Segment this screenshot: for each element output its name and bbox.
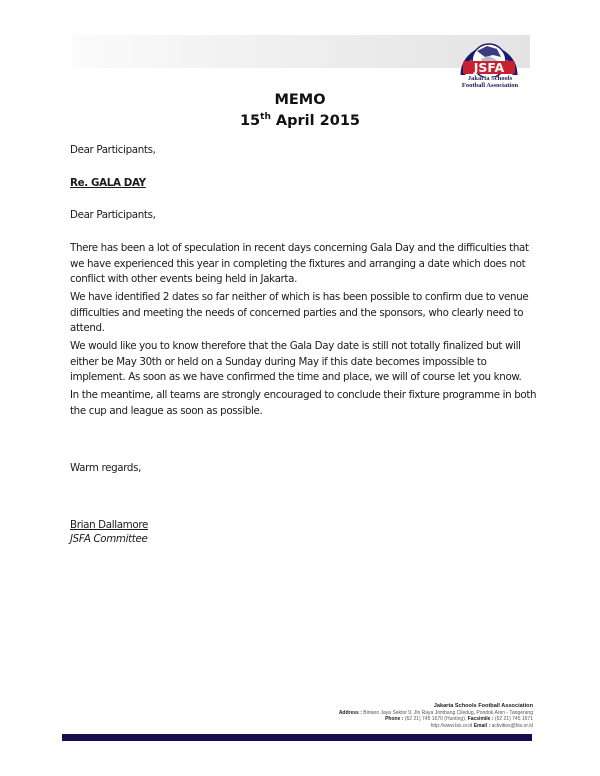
footer-address-value: Bintaro Jaya Sektor 9, Jln Raya Jombang Ciledug, Pondok Aren - Tangerang — [361, 709, 533, 716]
footer-contact — [339, 703, 533, 729]
logo-caption-line2: Football Association — [461, 82, 519, 89]
paragraph-2: We have identified 2 dates so far neither of which is has been possible to confirm due to venue difficulties and meeting the needs of concerned parties and the sponsors, who clearly need to attend. — [70, 291, 529, 334]
footer-email-label: Email : — [473, 722, 491, 729]
paragraph-3: We would like you to know therefore that the Gala Day date is still not totally finalized but will either be May 30th or held on a Sunday during May if this date becomes impossible to implement. As soon as we have confirmed the time and place, we will of course let you know. — [70, 340, 522, 383]
footer-web-email — [339, 723, 533, 730]
signatory-name: Brian Dallamore — [70, 519, 148, 531]
paragraph-1: There has been a lot of speculation in recent days concerning Gala Day and the difficulties that we have experienced this year in completing the fixtures and arranging a date which does not conflict with other events being held in Jakarta. — [70, 242, 529, 285]
footer-org-name: Jakarta Schools Football Association — [433, 703, 533, 709]
memo-date — [0, 113, 600, 129]
subject-line: Re. GALA DAY — [70, 177, 146, 189]
footer-fax-value: (62 21) 745 1671 — [493, 716, 533, 722]
paragraph-4: In the meantime, all teams are strongly encouraged to conclude their fixture programme in both the cup and league as soon as possible. — [70, 389, 537, 417]
logo-caption — [457, 75, 523, 89]
signatory-title: JSFA Committee — [70, 533, 148, 545]
footer-address-label: Address : — [338, 709, 362, 716]
logo-caption-line1: Jakarta Schools — [467, 75, 513, 82]
footer-fax-label: Facsimile : — [467, 716, 494, 722]
footer-bar — [62, 734, 532, 741]
memo-title: MEMO — [274, 92, 326, 108]
footer-phone-value: (62 21) 745 1670 (Hunting), — [403, 716, 468, 722]
logo-acronym: JSFA — [473, 60, 505, 75]
closing: Warm regards, — [70, 462, 142, 474]
salutation-2: Dear Participants, — [70, 209, 156, 221]
footer-phone-label: Phone : — [385, 716, 404, 722]
memo-date-rest: April 2015 — [270, 113, 361, 129]
jsfa-logo-icon — [457, 37, 521, 77]
memo-date-day: 15 — [239, 113, 261, 129]
salutation-1: Dear Participants, — [70, 144, 156, 156]
footer-email-value[interactable]: activities@bis.or.id — [490, 722, 533, 729]
footer-website[interactable]: http://www.bis.or.id — [430, 722, 474, 729]
memo-date-suffix: th — [260, 112, 271, 122]
